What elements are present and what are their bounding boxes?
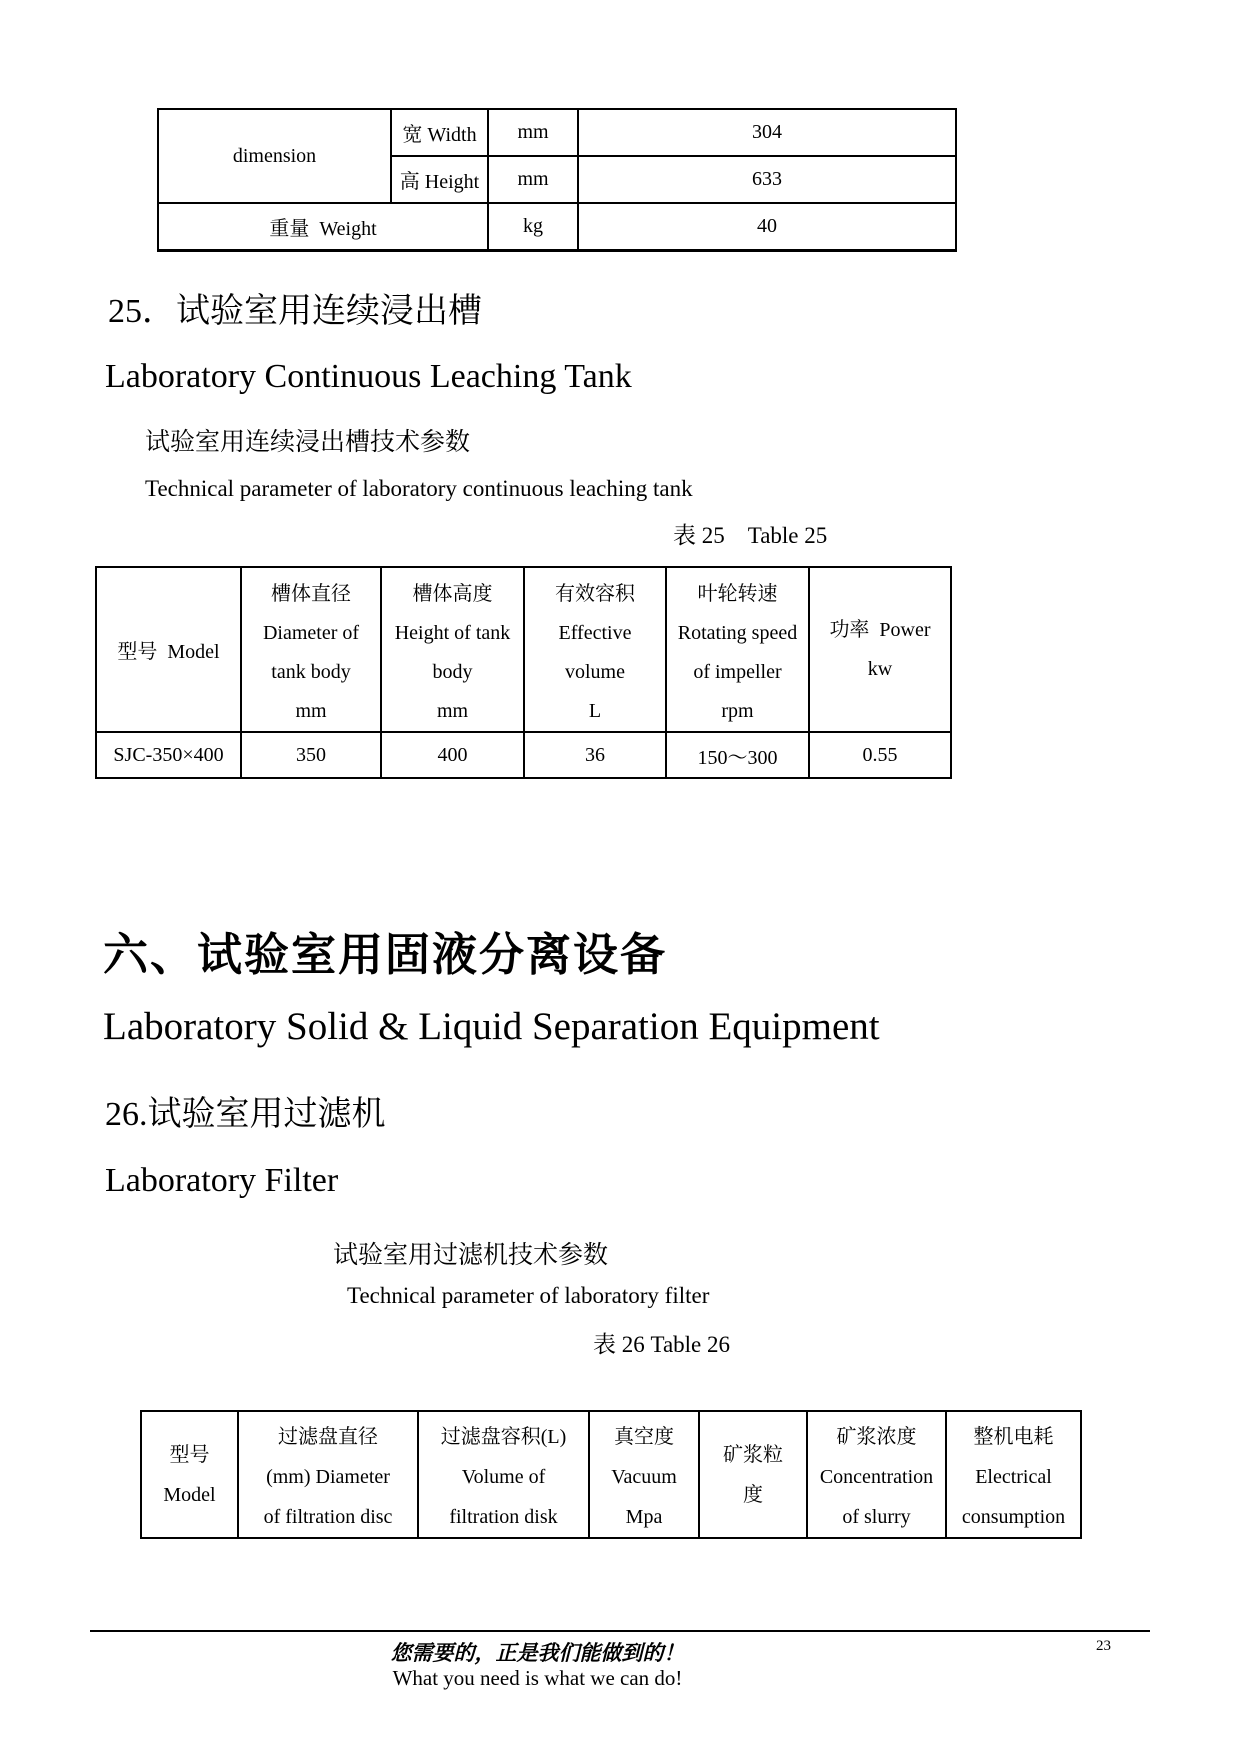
diameter-value-cell: 350 [241,732,381,778]
header-line: of filtration disc [263,1506,393,1528]
header-line: rpm [721,700,754,722]
header-line: Effective [558,622,632,644]
header-line: of slurry [842,1506,911,1528]
slurry-concentration-header-cell [807,1411,946,1538]
table-row [158,109,956,156]
section-25-heading: 25．试验室用连续浸出槽 [108,293,482,330]
header-line: Volume of [461,1466,546,1488]
section-6-heading: 六、试验室用固液分离设备 [103,929,668,980]
height-value-cell: 400 [381,732,524,778]
section-26-title-en: Laboratory Filter [105,1162,339,1199]
table-header-row [141,1411,1081,1538]
power-header-cell [809,567,951,732]
section-26-param-en: Technical parameter of laboratory filter [347,1283,710,1308]
volume-value-cell: 36 [524,732,666,778]
header-line: Electrical [975,1466,1052,1488]
dimension-label-cell: dimension [158,109,391,203]
header-line: (mm) Diameter [266,1466,390,1488]
volume-header-cell [524,567,666,732]
table-row [158,203,956,250]
header-line: Concentration [819,1466,934,1488]
header-line: Diameter of [262,622,360,644]
header-line: 过滤盘容积(L) [440,1426,567,1448]
leaching-tank-table [95,566,952,779]
header-line: 矿浆粒 [723,1443,783,1466]
header-line: kw [867,657,893,680]
header-line: 有效容积 [555,583,635,605]
header-line: Mpa [625,1506,663,1528]
disc-volume-header-cell [418,1411,589,1538]
table-header-row [96,567,951,732]
header-line: Vacuum [611,1466,677,1488]
header-line: consumption [961,1506,1066,1528]
header-line: Rotating speed [677,622,798,644]
page-number: 23 [1096,1638,1111,1654]
height-label-cell: 高 Height [391,156,488,203]
weight-label-cell: 重量 Weight [158,203,488,250]
table-data-row [96,732,951,778]
header-line: 真空度 [614,1426,674,1448]
model-header-cell: 型号 Model [96,567,241,732]
section-25-title-en: Laboratory Continuous Leaching Tank [105,358,632,395]
header-line: tank body [271,661,351,683]
header-line: Model [163,1483,216,1506]
footer-motto-en: What you need is what we can do! [392,1666,683,1690]
table-25-caption: 表 25 Table 25 [673,523,828,548]
header-line: 过滤盘直径 [278,1426,378,1448]
header-line: mm [436,700,469,722]
width-label-cell: 宽 Width [391,109,488,156]
power-consumption-header-cell [946,1411,1081,1538]
slurry-size-header-cell [699,1411,807,1538]
dimension-weight-table [157,108,957,252]
header-line: filtration disk [449,1506,558,1528]
diameter-header-cell [241,567,381,732]
header-line: body [432,661,473,683]
header-line: of impeller [693,661,782,683]
header-line: mm [295,700,327,722]
footer-divider [90,1630,1150,1632]
header-line: 槽体直径 [271,583,351,605]
speed-value-cell: 150～300 [666,732,809,778]
section-26-heading: 26.试验室用过滤机 [105,1096,386,1133]
width-unit-cell: mm [488,109,578,156]
header-line: 叶轮转速 [697,583,778,605]
model-header-cell [141,1411,238,1538]
power-value-cell: 0.55 [809,732,951,778]
height-header-cell [381,567,524,732]
section-25-param-cn: 试验室用连续浸出槽技术参数 [145,428,471,456]
height-value-cell: 633 [578,156,956,203]
speed-header-cell [666,567,809,732]
width-value-cell: 304 [578,109,956,156]
section-25-param-en: Technical parameter of laboratory continuous leaching tank [145,476,693,501]
header-line: 槽体高度 [412,583,493,605]
section-26-param-cn: 试验室用过滤机技术参数 [333,1241,609,1269]
header-line: Height of tank [394,622,511,644]
weight-value-cell: 40 [578,203,956,250]
section-6-title-en: Laboratory Solid & Liquid Separation Equipment [103,1005,880,1048]
header-line: 功率 Power [829,618,931,641]
header-line: 矿浆浓度 [836,1426,917,1448]
weight-unit-cell: kg [488,203,578,250]
header-line: L [588,700,602,722]
footer-motto-cn: 您需要的，正是我们能做到的！ [390,1641,685,1665]
header-line: volume [565,661,625,683]
vacuum-header-cell [589,1411,699,1538]
height-unit-cell: mm [488,156,578,203]
disc-diameter-header-cell [238,1411,418,1538]
model-value-cell: SJC-350×400 [96,732,241,778]
header-line: 型号 [169,1443,210,1466]
header-line: 度 [743,1483,763,1506]
filter-table [140,1410,1082,1539]
header-line: 整机电耗 [973,1426,1054,1448]
table-26-caption: 表 26 Table 26 [593,1332,731,1357]
